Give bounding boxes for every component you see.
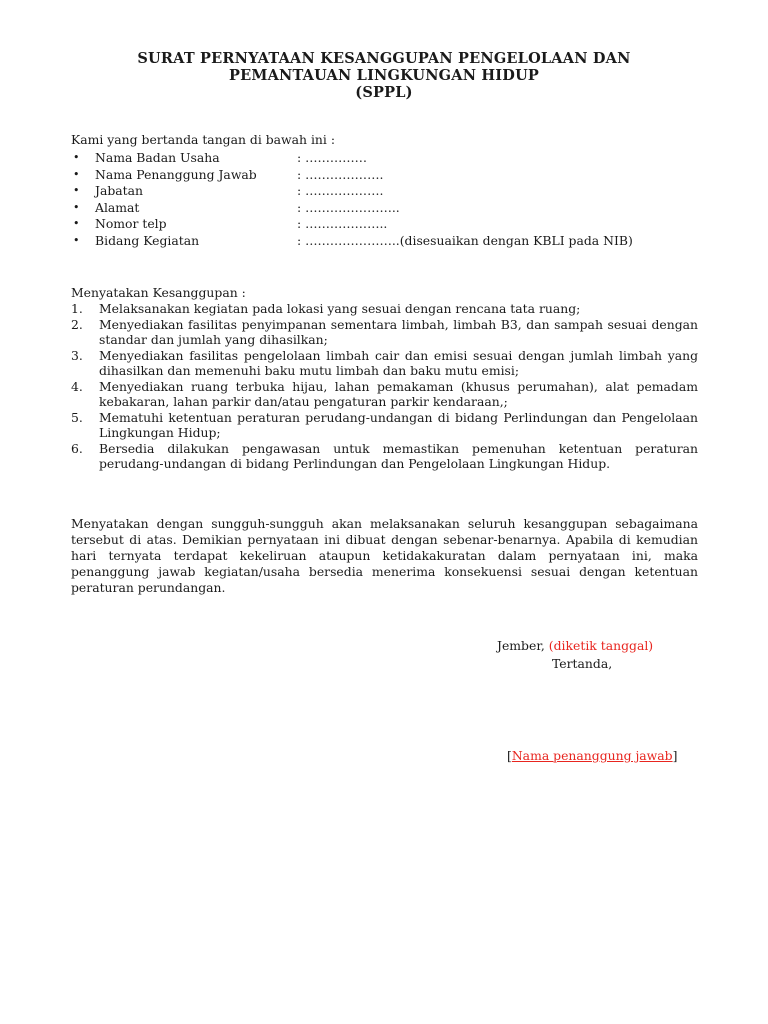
bullet-icon: • <box>73 233 80 247</box>
bullet-icon: • <box>73 200 80 214</box>
item-text: Mematuhi ketentuan peraturan perudang-undangan di bidang Perlindungan dan Pengelolaan Lingkungan Hidup; <box>99 409 698 440</box>
bullet-icon: • <box>73 167 80 181</box>
field-value: : ………………. <box>297 166 384 182</box>
field-value: : ……………….. <box>297 216 388 231</box>
field-value: : …………… <box>297 150 368 165</box>
field-label: Bidang Kegiatan <box>95 232 200 248</box>
item-number: 5. <box>71 409 83 425</box>
commitment-item <box>71 410 698 441</box>
name-placeholder: Nama penanggung jawab <box>511 748 673 763</box>
item-number: 4. <box>71 378 83 394</box>
signature-place-date <box>497 638 653 653</box>
commitment-item <box>71 441 698 472</box>
commitment-item <box>71 379 698 410</box>
bullet-icon: • <box>73 217 80 230</box>
field-value: : …………………..(disesuaikan dengan KBLI pada NIB) <box>297 232 633 248</box>
field-label: Jabatan <box>95 183 144 198</box>
field-label: Nama Penanggung Jawab <box>95 166 257 182</box>
field-label: Nomor telp <box>95 216 167 231</box>
field-position <box>71 183 721 200</box>
item-number: 1. <box>71 301 83 316</box>
date-placeholder: (diketik tanggal) <box>548 638 654 653</box>
bracket-close: ] <box>672 748 678 763</box>
item-number: 3. <box>71 347 83 363</box>
closing-paragraph: Menyatakan dengan sungguh-sungguh akan melaksanakan seluruh kesanggupan sebagaimana tersebut di atas. Demikian pernyataan ini dibuat dengan sebenar-benarnya. Apabila di kemudian hari ternyata terdapat kekeliruan ataupun ketidakakuratan dalam pernyataan ini, maka penanggung jawab kegiatan/usaha bersedia menerima konsekuensi sesuai dengan ketentuan peraturan perundangan. <box>71 516 698 595</box>
bracket-open: [ <box>507 748 512 763</box>
field-label: Nama Badan Usaha <box>95 150 220 165</box>
document-title <box>0 50 768 101</box>
commitment-item <box>71 301 698 317</box>
item-number: 6. <box>71 440 83 456</box>
statement-heading: Menyatakan Kesanggupan : <box>71 285 246 300</box>
item-text: Bersedia dilakukan pengawasan untuk memastikan pemenuhan ketentuan peraturan perudang-undangan di bidang Perlindungan dan Pengelolaan Lingkungan Hidup. <box>99 440 698 471</box>
commitment-item <box>71 317 698 348</box>
title-line-1: SURAT PERNYATAAN KESANGGUPAN PENGELOLAAN DAN <box>137 50 631 67</box>
field-value: : ………………….. <box>297 199 400 215</box>
item-number: 2. <box>71 316 83 332</box>
bullet-icon: • <box>73 151 80 164</box>
title-line-3: (SPPL) <box>355 84 413 101</box>
title-line-2: PEMANTAUAN LINGKUNGAN HIDUP <box>228 67 540 84</box>
commitment-list <box>71 301 698 472</box>
field-business-name <box>71 150 721 167</box>
commitment-item <box>71 348 698 379</box>
field-responsible-name <box>71 167 721 184</box>
field-phone <box>71 216 721 233</box>
bullet-icon: • <box>73 184 80 197</box>
field-activity <box>71 233 721 250</box>
intro-text: Kami yang bertanda tangan di bawah ini : <box>71 132 335 147</box>
item-text: Menyediakan ruang terbuka hijau, lahan pemakaman (khusus perumahan), alat pemadam kebakaran, lahan parkir dan/atau pengaturan parkir kendaraan,; <box>99 378 698 409</box>
field-value: : ………………. <box>297 183 384 198</box>
signature-place: Jember, <box>497 638 545 653</box>
item-text: Menyediakan fasilitas pengelolaan limbah cair dan emisi sesuai dengan jumlah limbah yang dihasilkan dan memenuhi baku mutu limbah dan baku mutu emisi; <box>99 347 698 378</box>
signed-label: Tertanda, <box>552 656 613 671</box>
item-text: Menyediakan fasilitas penyimpanan sementara limbah, limbah B3, dan sampah sesuai dengan standar dan jumlah yang dihasilkan; <box>99 316 698 347</box>
field-address <box>71 200 721 217</box>
field-label: Alamat <box>95 199 140 215</box>
identity-fields <box>71 150 721 249</box>
item-text: Melaksanakan kegiatan pada lokasi yang sesuai dengan rencana tata ruang; <box>99 301 581 316</box>
signatory-name <box>507 748 677 763</box>
